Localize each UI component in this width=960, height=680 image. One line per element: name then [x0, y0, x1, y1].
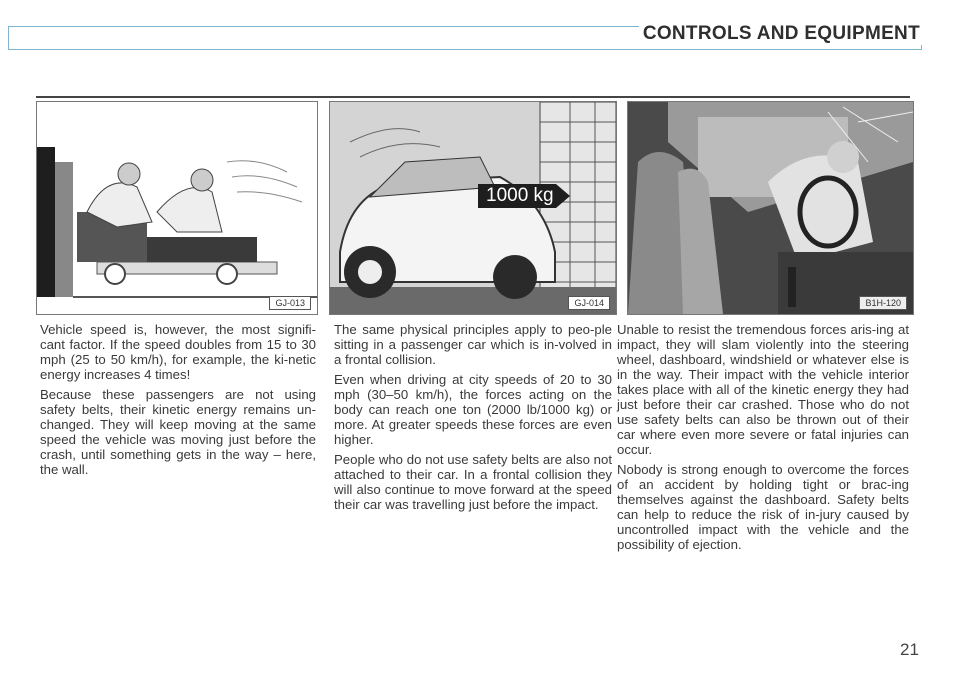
- figure-code: GJ-014: [568, 296, 610, 310]
- paragraph: Even when driving at city speeds of 20 to 30 mph (30–50 km/h), the forces acting on the body can reach one ton (2000 lb/1000 kg) or more. At greater speeds these forces are even higher.: [334, 372, 612, 447]
- paragraph: The same physical principles apply to peo-ple sitting in a passenger car which is in-volved in a frontal collision.: [334, 322, 612, 367]
- text-column-2: [334, 322, 612, 517]
- paragraph: Nobody is strong enough to overcome the forces of an accident by holding tight or brac-ing themselves against the dashboard. Safety belts can help to reduce the risk of in-jury caused by uncontrolled impact with the vehicle and the possibility of ejection.: [617, 462, 909, 552]
- force-value: 1000 kg: [486, 185, 554, 206]
- occupant-impact-illustration: [628, 102, 913, 314]
- figure-sled-crash: [36, 101, 318, 315]
- divider-rule: [36, 96, 910, 98]
- force-label: [478, 181, 570, 211]
- paragraph: Vehicle speed is, however, the most signifi-cant factor. If the speed doubles from 15 to 30 mph (25 to 50 km/h), for example, the ki-netic energy increases 4 times!: [40, 322, 316, 382]
- page-number: 21: [900, 640, 919, 659]
- paragraph: People who do not use safety belts are also not attached to their car. In a frontal collision they will also continue to move forward at the speed their car was travelling just before the impact.: [334, 452, 612, 512]
- figure-car-crash: [329, 101, 617, 315]
- paragraph: Because these passengers are not using safety belts, their kinetic energy remains un-changed. They will keep moving at the same speed the vehicle was moving just before the crash, until something gets in the way – here, the wall.: [40, 387, 316, 477]
- car-crash-illustration: [330, 102, 616, 314]
- page-title: CONTROLS AND EQUIPMENT: [639, 23, 924, 45]
- figure-occupant-impact: [627, 101, 914, 315]
- text-column-3: [617, 322, 909, 557]
- sled-crash-illustration: [37, 102, 317, 314]
- paragraph: Unable to resist the tremendous forces aris-ing at impact, they will slam violently into the steering wheel, dashboard, windshield or whatever else is in the way. Their impact with the vehicle interior takes place with all of the kinetic energy they had just before their car crashed. Those who do not use safety belts can also be thrown out of their car where even more severe or fatal injuries can occur.: [617, 322, 909, 457]
- figure-code: B1H-120: [859, 296, 907, 310]
- text-column-1: [40, 322, 316, 482]
- figure-code: GJ-013: [269, 296, 311, 310]
